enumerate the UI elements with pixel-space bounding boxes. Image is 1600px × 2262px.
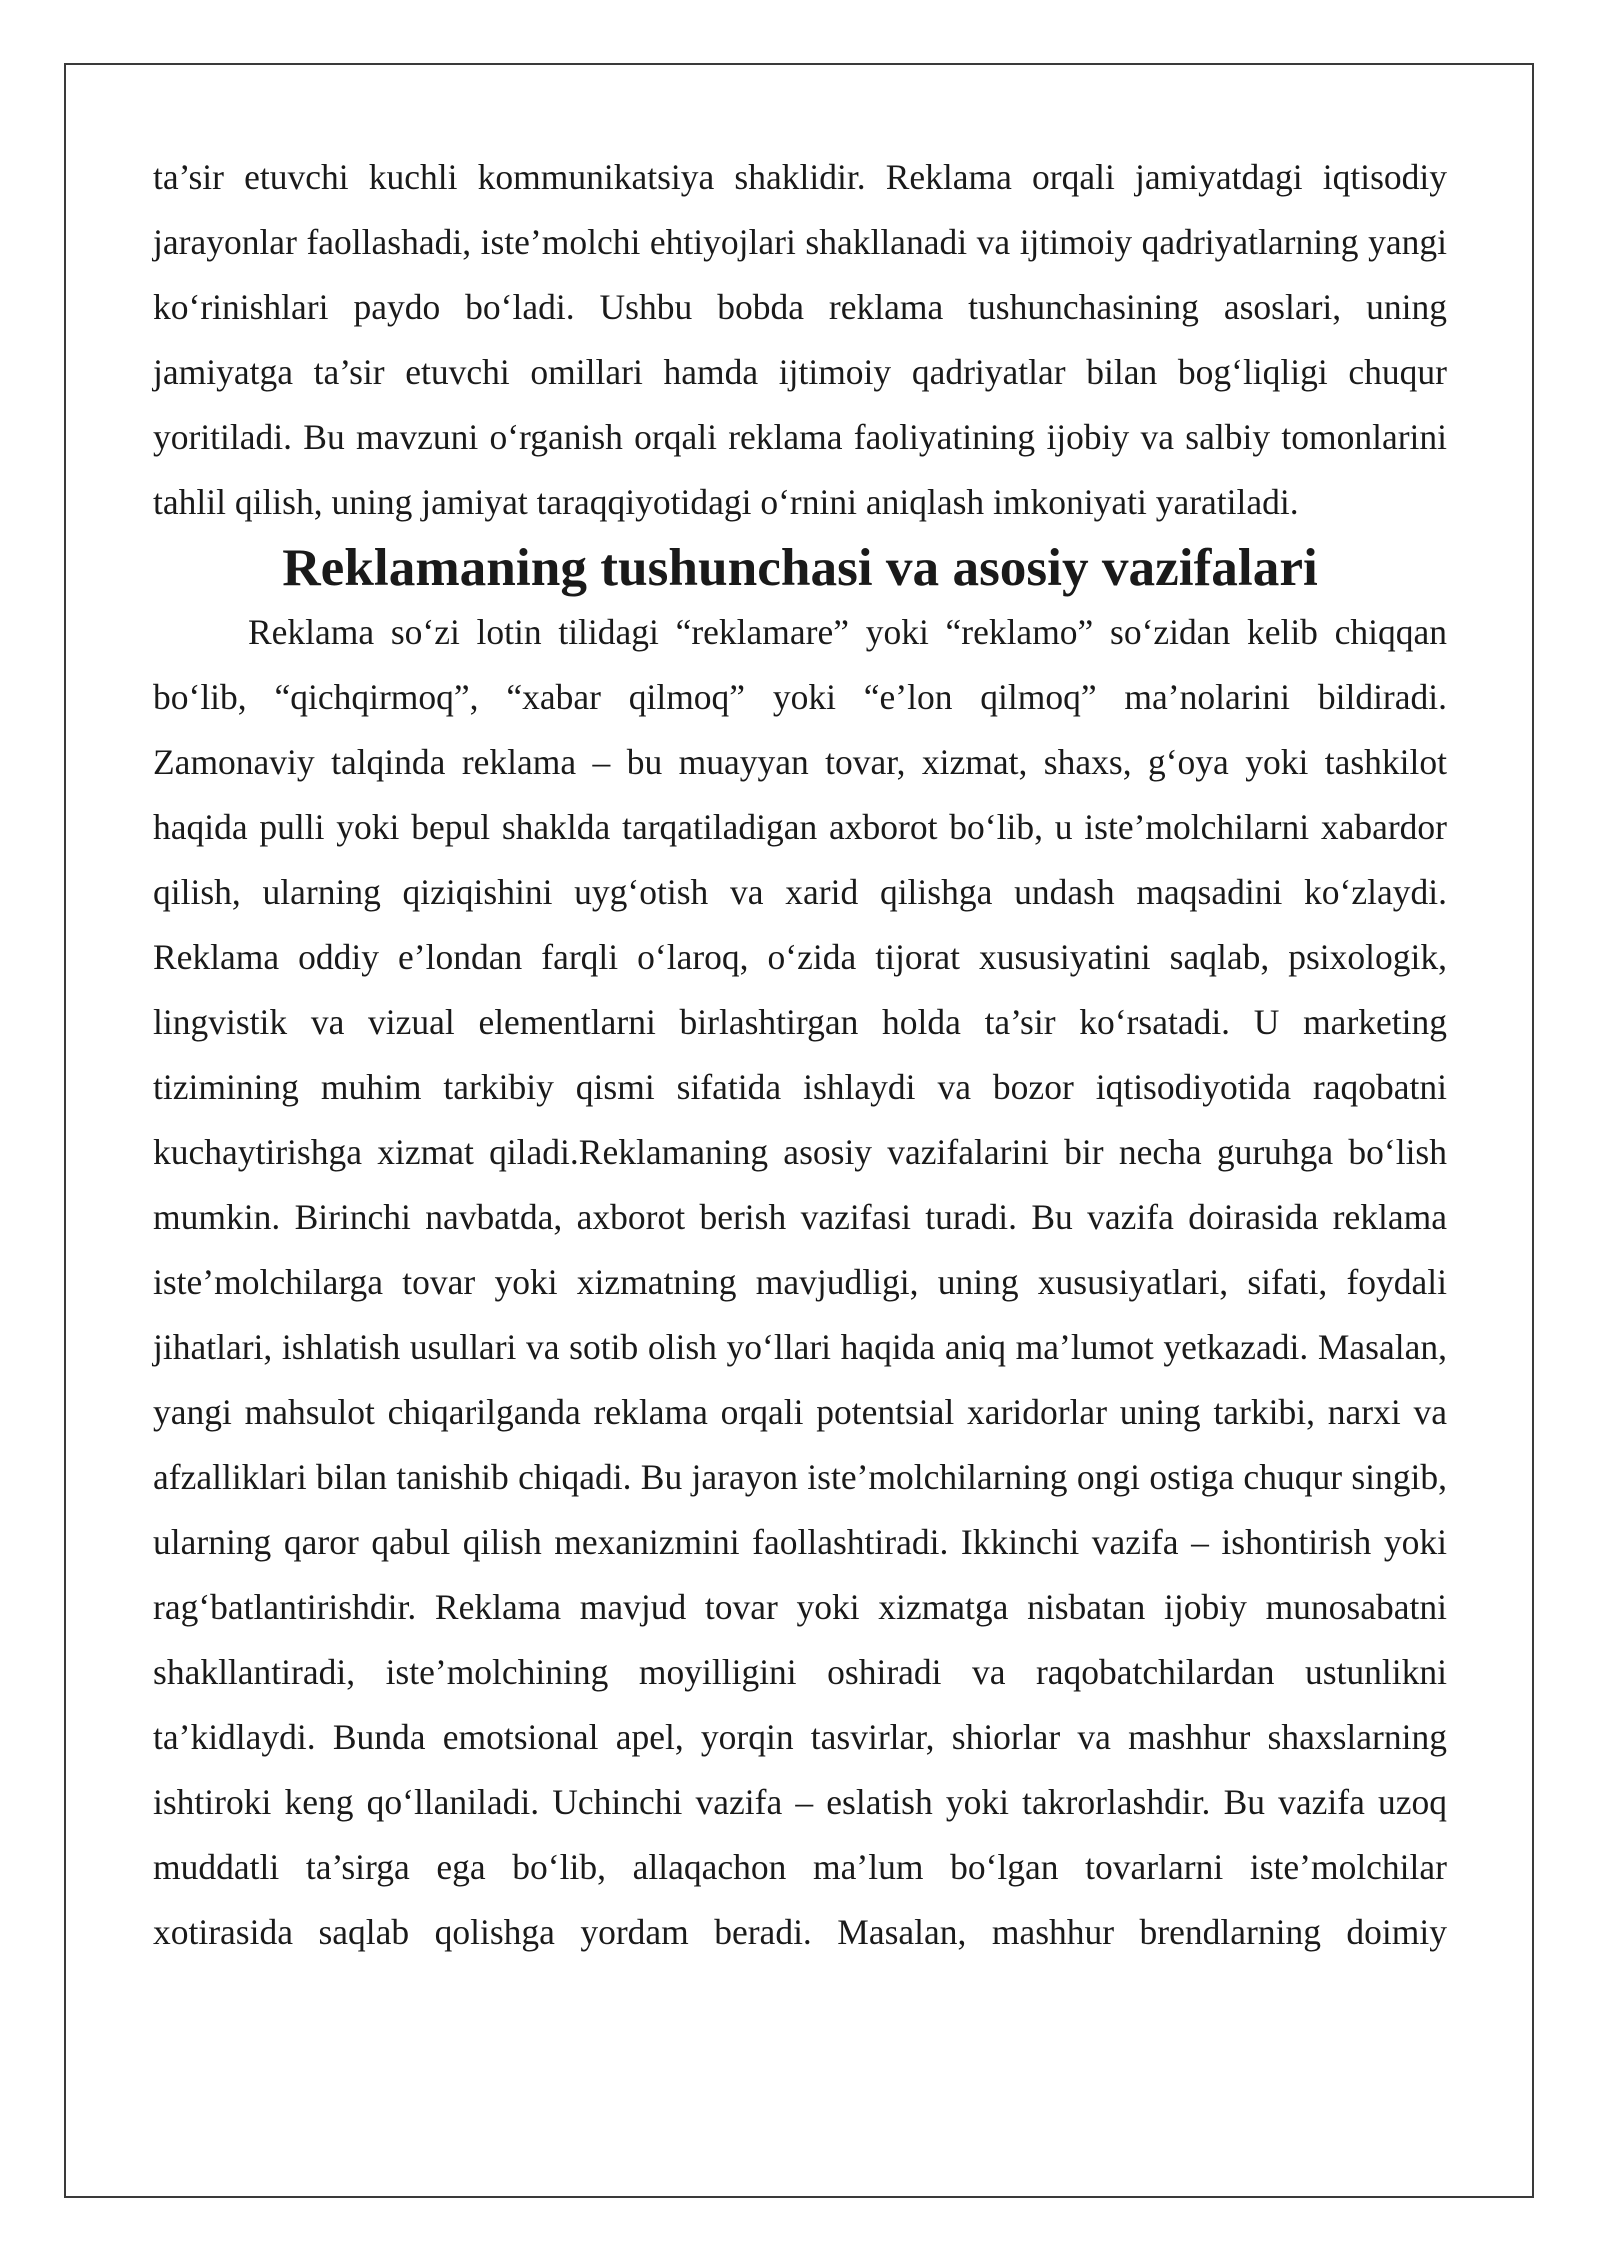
body-paragraph: Reklama so‘zi lotin tilidagi “reklamare” yoki “reklamo” so‘zidan kelib chiqqan bo‘lib, “qichqirmoq”, “xabar qilmoq” yoki “e’lon qilmoq” ma’nolarini bildiradi. Zamonaviy talqinda reklama – bu muayyan tovar, xizmat, shaxs, g‘oya yoki tashkilot haqida pulli yoki bepul shaklda tarqatiladigan axborot bo‘lib, u iste’molchilarni xabardor qilish, ularning qiziqishini uyg‘otish va xarid qilishga undash maqsadini ko‘zlaydi. Reklama oddiy e’londan farqli o‘laroq, o‘zida tijorat xususiyatini saqlab, psixologik, lingvistik va vizual elementlarni birlashtirgan holda ta’sir ko‘rsatadi. U marketing tizimining muhim tarkibiy qismi sifatida ishlaydi va bozor iqtisodiyotida raqobatni kuchaytirishga xizmat qiladi.Reklamaning asosiy vazifalarini bir necha guruhga bo‘lish mumkin. Birinchi navbatda, axborot berish vazifasi turadi. Bu vazifa doirasida reklama iste’molchilarga tovar yoki xizmatning mavjudligi, uning xususiyatlari, sifati, foydali jihatlari, ishlatish usullari va sotib olish yo‘llari haqida aniq ma’lumot yetkazadi. Masalan, yangi mahsulot chiqarilganda reklama orqali potentsial xaridorlar uning tarkibi, narxi va afzalliklari bilan tanishib chiqadi. Bu jarayon iste’molchilarning ongi ostiga chuqur singib, ularning qaror qabul qilish mexanizmini faollashtiradi. Ikkinchi vazifa – ishontirish yoki rag‘batlantirishdir. Reklama mavjud tovar yoki xizmatga nisbatan ijobiy munosabatni shakllantiradi, iste’molchining moyilligini oshiradi va raqobatchilardan ustunlikni ta’kidlaydi. Bunda emotsional apel, yorqin tasvirlar, shiorlar va mashhur shaxslarning ishtiroki keng qo‘llaniladi. Uchinchi vazifa – eslatish yoki takrorlashdir. Bu vazifa uzoq muddatli ta’sirga ega bo‘lib, allaqachon ma’lum bo‘lgan tovarlarni iste’molchilar xotirasida saqlab qolishga yordam beradi. Masalan, mashhur brendlarning doimiy — [153, 612, 1447, 1952]
document-body — [153, 145, 1447, 1965]
section-heading: Reklamaning tushunchasi va asosiy vazifalari — [282, 538, 1318, 597]
intro-paragraph: ta’sir etuvchi kuchli kommunikatsiya shaklidir. Reklama orqali jamiyatdagi iqtisodiy jarayonlar faollashadi, iste’molchi ehtiyojlari shakllanadi va ijtimoiy qadriyatlarning yangi ko‘rinishlari paydo bo‘ladi. Ushbu bobda reklama tushunchasining asoslari, uning jamiyatga ta’sir etuvchi omillari hamda ijtimoiy qadriyatlar bilan bog‘liqligi chuqur yoritiladi. Bu mavzuni o‘rganish orqali reklama faoliyatining ijobiy va salbiy tomonlarini tahlil qilish, uning jamiyat taraqqiyotidagi o‘rnini aniqlash imkoniyati yaratiladi. — [153, 157, 1447, 522]
